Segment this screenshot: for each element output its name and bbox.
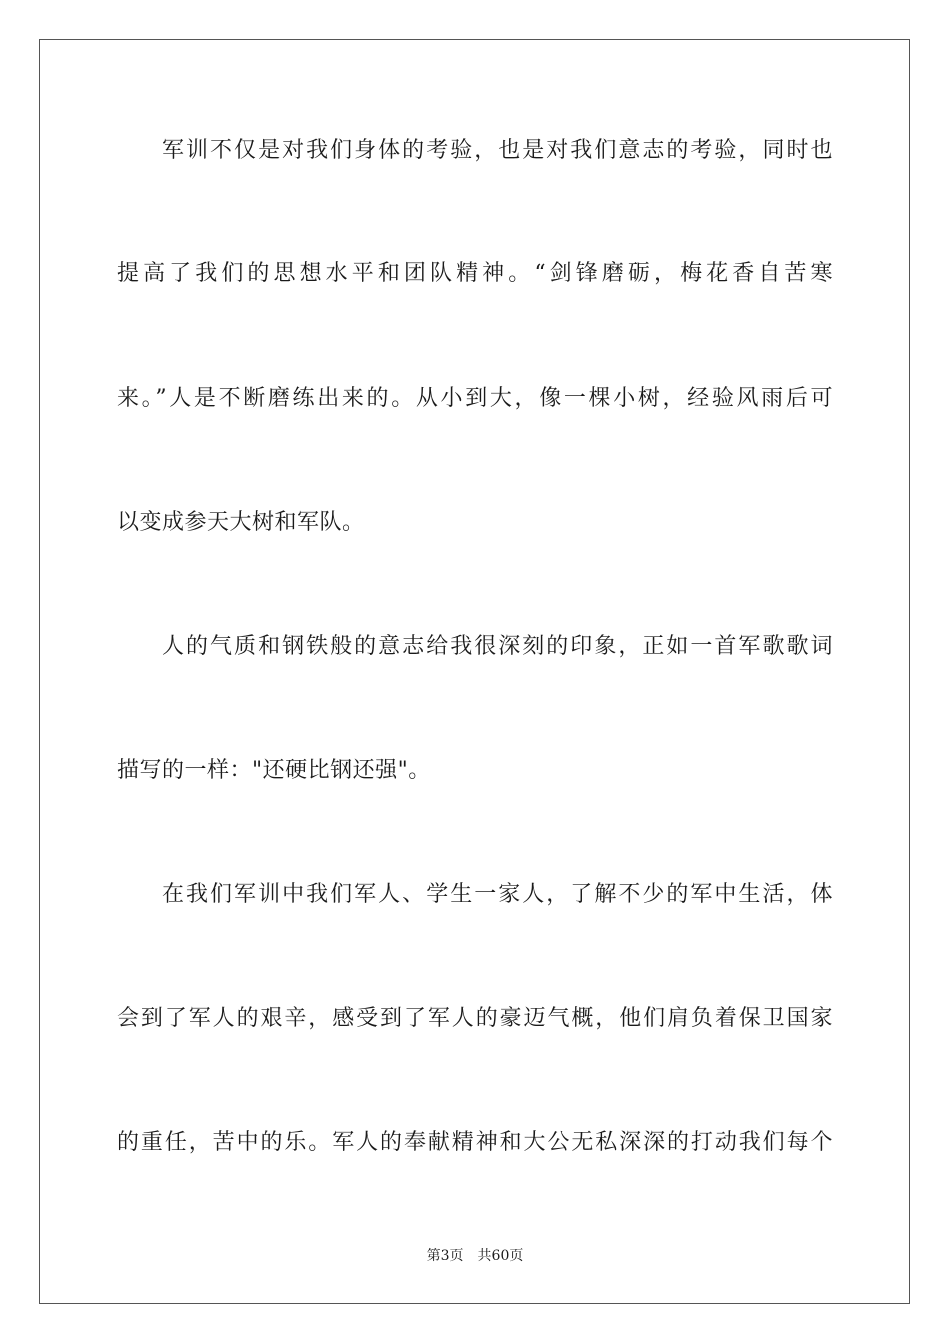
paragraph-line: 会到了军人的艰辛，感受到了军人的豪迈气概，他们肩负着保卫国家 (117, 1006, 833, 1031)
page-number: 第3页 (426, 1248, 464, 1264)
paragraph-line: 在我们军训中我们军人、学生一家人，了解不少的军中生活，体 (162, 882, 833, 907)
paragraph-line: 来。”人是不断磨练出来的。从小到大，像一棵小树，经验风雨后可 (117, 386, 833, 411)
page-footer (0, 1247, 950, 1265)
paragraph-line: 描写的一样："还硬比钢还强"。 (117, 758, 431, 783)
page-border (39, 39, 910, 1304)
paragraph-line: 提高了我们的思想水平和团队精神。“剑锋磨砺，梅花香自苦寒 (117, 261, 833, 286)
page-total: 共60页 (477, 1248, 524, 1264)
paragraph-line: 军训不仅是对我们身体的考验，也是对我们意志的考验，同时也 (162, 138, 833, 163)
paragraph-line: 以变成参天大树和军队。 (117, 510, 365, 535)
paragraph-line: 人的气质和钢铁般的意志给我很深刻的印象，正如一首军歌歌词 (162, 634, 833, 659)
paragraph-line: 的重任，苦中的乐。军人的奉献精神和大公无私深深的打动我们每个 (117, 1130, 833, 1155)
